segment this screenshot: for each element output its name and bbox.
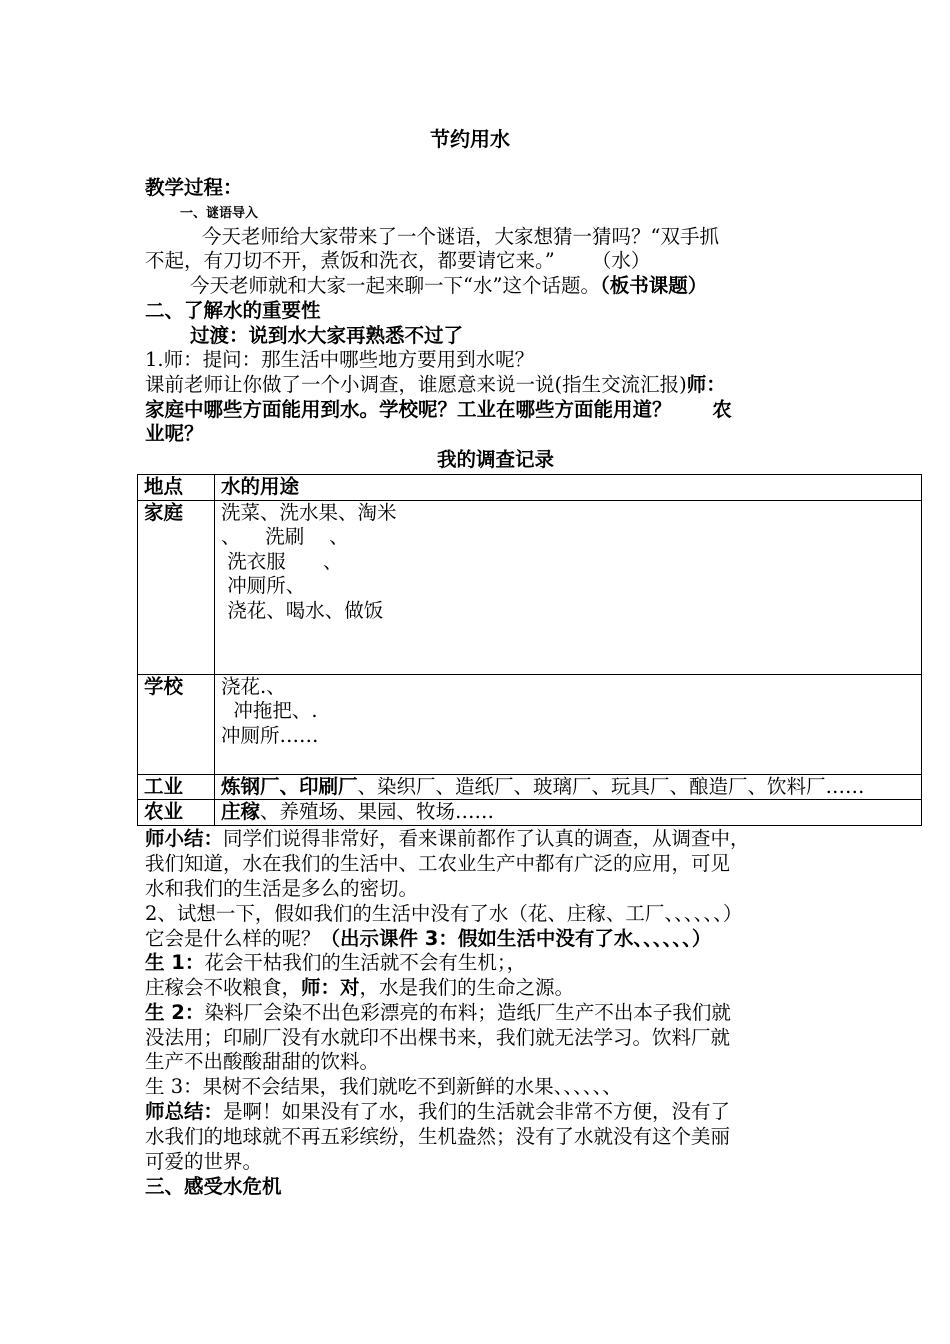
use-agriculture-rest: 、养殖场、果园、牧场…… — [260, 800, 495, 823]
use-home — [215, 500, 922, 674]
header-use: 水的用途 — [215, 475, 922, 501]
place-school: 学校 — [138, 674, 215, 774]
page-title: 节约用水 — [430, 127, 510, 151]
question-2-line-2 — [145, 927, 711, 951]
summary1-line-2: 我们知道，水在我们的生活中、工农业生产中都有广泛的应用，可见 — [145, 852, 731, 875]
use-line: 洗衣服 、 — [221, 549, 343, 573]
table-row-industry — [138, 774, 922, 800]
intro-line-2: 不起，有刀切不开，煮饭和洗衣，都要请它来。” （水） — [145, 249, 651, 272]
table-row-school — [138, 674, 922, 774]
topic-note: （板书课题） — [599, 274, 708, 297]
place-home: 家庭 — [138, 500, 215, 674]
student-1-label: 生 1： — [145, 951, 205, 974]
student-2-label: 生 2： — [145, 1001, 205, 1024]
question-2-note: （出示课件 3：假如生活中没有了水、、、、、、） — [320, 927, 712, 950]
teacher-label: 师： — [686, 373, 726, 396]
table-row-home — [138, 500, 922, 674]
question-1-bold-line-2: 家庭中哪些方面能用到水。学校呢？工业在哪些方面能用道？ 农 — [145, 398, 732, 421]
summary1-line-1 — [145, 827, 750, 851]
question-1: 1.师：提问：那生活中哪些地方要用到水呢？ — [145, 348, 535, 371]
use-agriculture — [215, 800, 922, 826]
intro-line-1: 今天老师给大家带来了一个谜语，大家想猜一猜吗？“双手抓 — [202, 225, 719, 248]
teacher-reply: 师：对 — [301, 976, 360, 999]
place-industry: 工业 — [138, 774, 215, 800]
use-industry — [215, 774, 922, 800]
student-1-text-2: 庄稼会不收粮食， — [145, 976, 302, 999]
student-3-line: 生 3：果树不会结果，我们就吃不到新鲜的水果、、、、、、 — [145, 1075, 622, 1098]
topic-text: 今天老师就和大家一起来聊一下“水”这个话题。 — [190, 274, 600, 297]
use-line: 冲拖把、. — [221, 699, 318, 722]
table-header-row — [138, 475, 922, 501]
header-place: 地点 — [138, 475, 215, 501]
use-line: 冲厕所…… — [221, 723, 319, 747]
use-line: 、 洗刷 、 — [221, 525, 349, 548]
summary1-label: 师小结： — [145, 827, 224, 850]
use-line: 洗菜、洗水果、淘米 — [221, 500, 397, 524]
part1-heading: 一、谜语导入 — [180, 206, 259, 221]
student-1-line-1 — [145, 951, 526, 975]
question-1-detail — [145, 373, 726, 397]
place-agriculture: 农业 — [138, 800, 215, 826]
topic-line — [190, 274, 707, 298]
student-2-line-2: 没法用；印刷厂没有水就印不出棵书来，我们就无法学习。饮料厂就 — [145, 1026, 731, 1049]
section-label: 教学过程： — [145, 176, 243, 199]
use-line: 浇花.、 — [221, 674, 286, 698]
table-row-agriculture — [138, 800, 922, 826]
summary2-label: 师总结： — [145, 1100, 224, 1123]
student-2-line-3: 生产不出酸酸甜甜的饮料。 — [145, 1050, 380, 1073]
detail-text: 课前老师让你做了一个小调查，谁愿意来说一说(指生交流汇报) — [145, 373, 687, 396]
use-industry-rest: 、染织厂、造纸厂、玻璃厂、玩具厂、酿造厂、饮料厂…… — [357, 774, 865, 798]
student-1-line-2 — [145, 976, 574, 1000]
question-2-text: 它会是什么样的呢？ — [145, 927, 321, 950]
summary1-text: 同学们说得非常好，看来课前都作了认真的调查，从调查中， — [223, 827, 750, 850]
student-2-text: 染料厂会染不出色彩漂亮的布料；造纸厂生产不出本子我们就 — [204, 1001, 731, 1024]
summary2-line-2: 水我们的地球就不再五彩缤纷，生机盎然；没有了水就没有这个美丽 — [145, 1125, 731, 1148]
survey-caption: 我的调查记录 — [437, 448, 555, 471]
summary2-text: 是啊！如果没有了水，我们的生活就会非常不方便，没有了 — [223, 1100, 731, 1123]
use-agriculture-bold: 庄稼 — [221, 800, 261, 823]
survey-table — [137, 474, 922, 826]
summary1-line-3: 水和我们的生活是多么的密切。 — [145, 877, 419, 900]
student-2-line-1 — [145, 1001, 731, 1025]
part3-heading: 三、感受水危机 — [145, 1175, 282, 1198]
use-industry-bold: 炼钢厂、印刷厂 — [221, 774, 358, 798]
use-school — [215, 674, 922, 774]
use-line: 浇花、喝水、做饭 — [221, 598, 384, 622]
summary2-line-1 — [145, 1100, 730, 1124]
summary2-line-3: 可爱的世界。 — [145, 1150, 263, 1173]
question-1-bold-line-3: 业呢？ — [145, 422, 204, 445]
part2-heading: 二、了解水的重要性 — [145, 299, 321, 322]
transition-text: 过渡：说到水大家再熟悉不过了 — [190, 324, 464, 347]
question-2-line-1: 2、试想一下，假如我们的生活中没有了水（花、庄稼、工厂、、、、、、） — [145, 902, 743, 925]
student-1-text: 花会干枯我们的生活就不会有生机；， — [204, 951, 527, 974]
use-line: 冲厕所、 — [221, 574, 306, 597]
teacher-reply-text: ，水是我们的生命之源。 — [359, 976, 575, 999]
